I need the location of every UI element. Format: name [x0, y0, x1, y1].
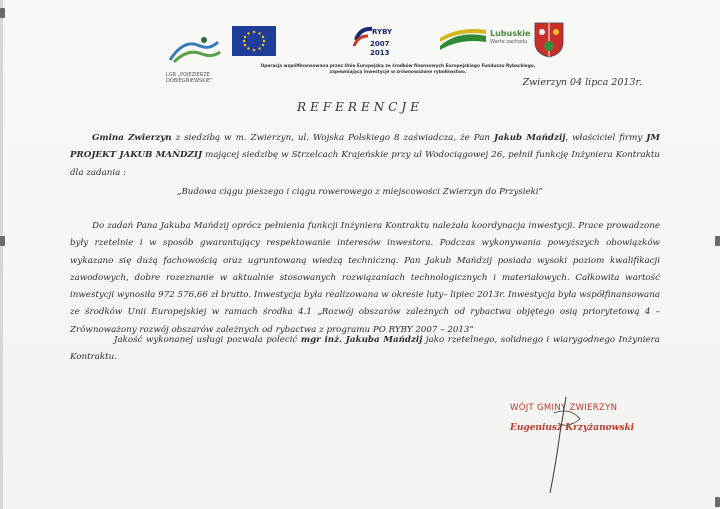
lubuskie-sub: Warte zachodu	[490, 39, 528, 45]
company-name: JM PROJEKT JAKUB MAŃDZIJ	[70, 133, 660, 161]
frame-clip	[715, 236, 720, 246]
lgr-logo	[166, 32, 222, 84]
letter-date: Zwierzyn 04 lipca 2013r.	[522, 77, 642, 88]
issuer-name: Gmina Zwierzyn	[92, 133, 172, 143]
frame-clip	[0, 8, 5, 18]
eu-flag-logo	[232, 26, 276, 56]
coat-of-arms-logo	[534, 22, 564, 58]
funding-note: Operacja współfinansowana przez Unię Europejską ze środków finansowych Europejskiego Funduszu Rybackiego, zapewniającą inwestycje w zrównoważone rybołówstwo.	[260, 64, 536, 75]
lubuskie-text: Lubuskie	[490, 29, 531, 38]
paragraph-recommendation: Jakość wykonanej usługi pozwala polecić mgr inż. Jakuba Mańdzij jako rzetelnego, solidnego i wiarygodnego Inżyniera Kontraktu.	[70, 335, 660, 363]
frame-clip	[715, 497, 720, 507]
frame-clip	[0, 236, 5, 246]
svg-text:2013: 2013	[370, 49, 390, 57]
letter-title: REFERENCJE	[297, 100, 423, 114]
ryby-text: RYBY	[372, 28, 393, 36]
frame-edge	[0, 0, 3, 509]
lubuskie-logo	[438, 24, 538, 58]
paragraph-details: Do zadań Pana Jakuba Mańdzij oprócz pełnienia funkcji Inżyniera Kontraktu należała koordynacja inwestycji. Prace prowadzone były rzetelnie i w sposób gwarantujący respektowanie interesów inwestora. Podczas wykonywania powyższych obowiązków wykazano się dużą fachowością oraz ugruntowaną wiedzą techniczną. Pan Jakub Mańdzij posiada wysoki poziom kwalifikacji zawodowych, dobre rozeznanie w aktualnie stosowanych rozwiązaniach technologicznych i materiałowych. Całkowita wartość inwestycji wynosiła 972 576,66 zł brutto. Inwestycja była realizowana w okresie luty– lipiec 2013r. Inwestycja była współfinansowana ze środków Unii Europejskiej w ramach środka 4.1 „Rozwój obszarów zależnych od rybactwa objętego osią priorytetową 4 – Zrównoważony rozwój obszarów zależnych od rybactwa z programu PO RYBY 2007 – 2013”	[70, 221, 660, 335]
po-ryby-logo	[350, 24, 393, 66]
signature-stamp	[510, 403, 640, 433]
signature-scribble	[510, 393, 640, 503]
signature-name: Eugeniusz Krzyżanowski	[510, 423, 635, 433]
person-name: Jakub Mańdzij	[493, 133, 566, 143]
project-title: „Budowa ciągu pieszego i ciągu rowerowego z miejscowości Zwierzyn do Przysieki”	[177, 187, 543, 197]
lgr-label: LGR „POJEZIERZE DOBIEGNIEWSKIE”	[166, 72, 213, 84]
svg-text:2007: 2007	[370, 40, 390, 48]
recommended-person: mgr inż. Jakuba Mańdzij	[300, 335, 423, 345]
signature-role: WÓJT GMINY ZWIERZYN	[510, 403, 618, 413]
paragraph-intro: Gmina Zwierzyn z siedzibą w m. Zwierzyn, ul. Wojska Polskiego 8 zaświadcza, że Pan Jakub Mańdzij, właściciel firmy JM PROJEKT JAKUB MAŃDZIJ mającej siedzibę w Strzelcach Krajeńskie przy ul Wodociągowej 26, pełnił funkcję Inżyniera Kontraktu dla zadania :	[70, 133, 660, 178]
